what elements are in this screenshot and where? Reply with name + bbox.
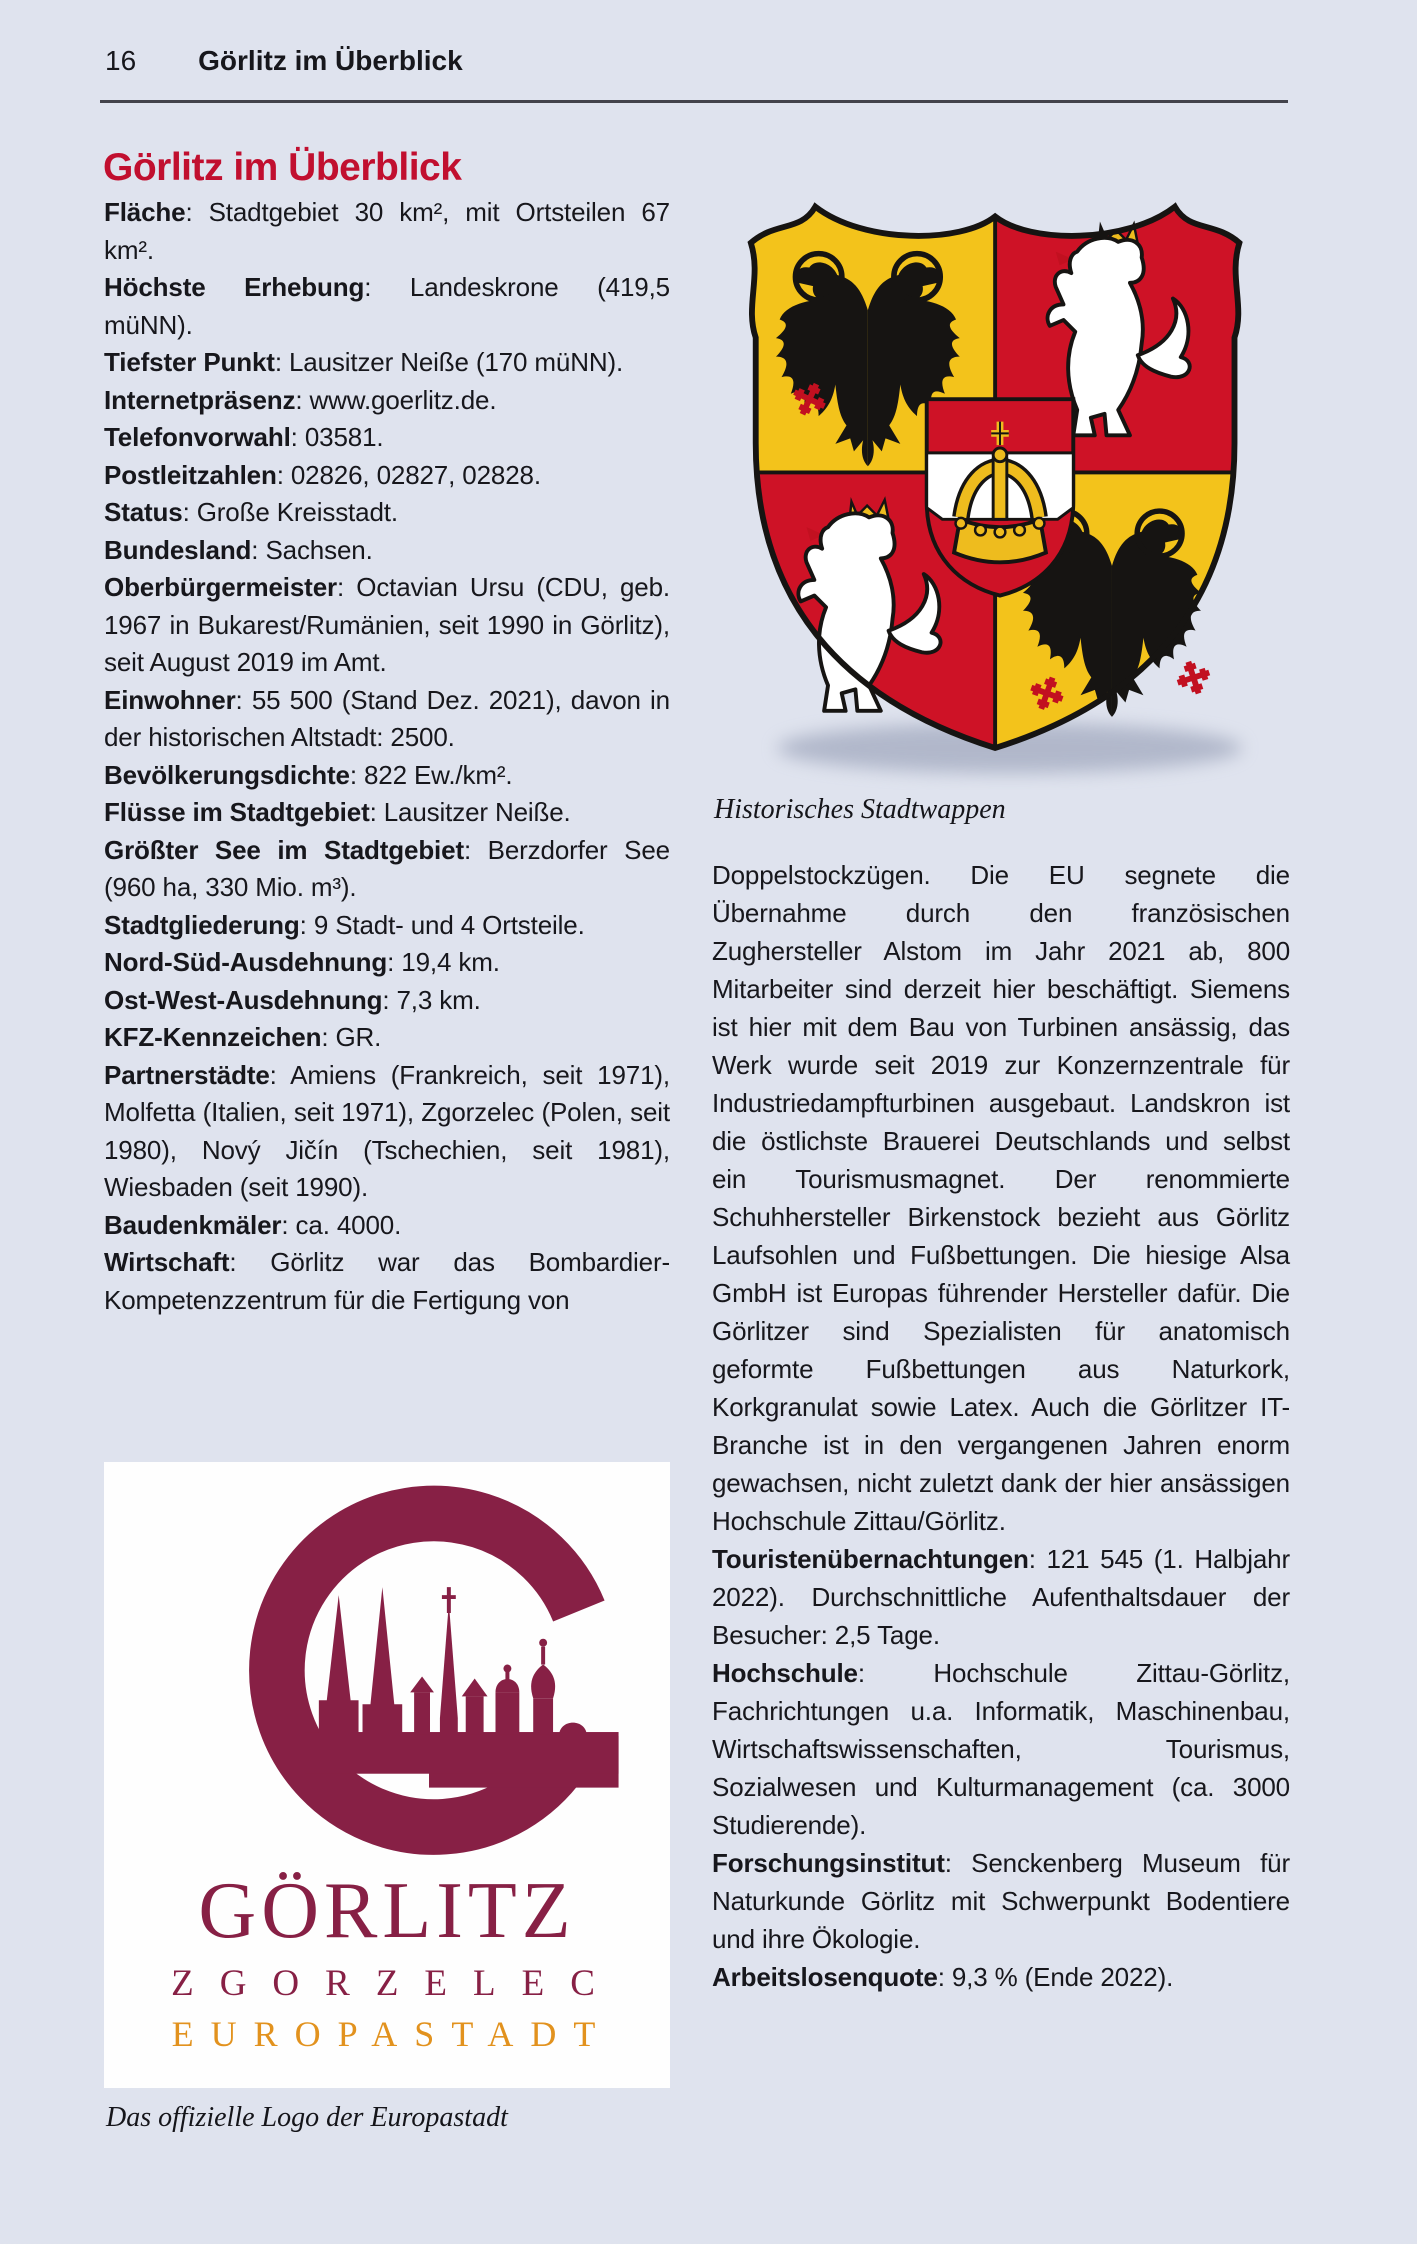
fact-item <box>104 1019 670 1057</box>
fact-value: Große Kreisstadt. <box>196 497 398 527</box>
fact-value: Amiens (Frankreich, seit 1971), Molfetta (Italien, seit 1971), Zgorzelec (Polen, seit 1980), Nový Jičín (Tschechien, seit 1981), Wiesbaden (seit 1990). <box>104 1059 670 1202</box>
running-head-title: Görlitz im Überblick <box>198 45 463 76</box>
fact-value: ca. 4000. <box>295 1209 402 1240</box>
fact-value: Hochschule Zittau-Görlitz, Fachrichtungen u.a. Informatik, Maschinenbau, Wirtschaftswissenschaften, Tourismus, Sozialwesen und Kulturmanagement (ca. 3000 Studierende). <box>712 1658 1290 1840</box>
fact-item <box>104 1207 670 1245</box>
fact-value: 19,4 km. <box>401 947 500 977</box>
fact-item <box>104 494 670 532</box>
fact-label: Baudenkmäler <box>104 1209 282 1240</box>
fact-item <box>104 532 670 570</box>
fact-item <box>104 944 670 982</box>
left-column-facts <box>104 194 670 1319</box>
fact-value: Lausitzer Neiße. <box>383 797 571 827</box>
fact-item <box>104 682 670 757</box>
fact-label: Arbeitslosenquote <box>712 1962 938 1992</box>
logo-name-europastadt: EUROPASTADT <box>171 2014 613 2054</box>
fact-separator: : <box>1028 1544 1047 1574</box>
fact-separator: : <box>336 572 357 602</box>
fact-label: Größter See im Stadtgebiet <box>104 834 464 865</box>
fact-item <box>712 1844 1290 1958</box>
fact-item <box>104 832 670 907</box>
fact-label: Flüsse im Stadtgebiet <box>104 797 370 827</box>
fact-separator: : <box>299 909 314 940</box>
fact-separator: : <box>382 984 397 1015</box>
fact-label: Bundesland <box>104 534 252 565</box>
right-column-facts <box>712 1540 1290 1996</box>
fact-item <box>104 569 670 682</box>
logo-caption: Das offizielle Logo der Europastadt <box>106 2102 508 2133</box>
page-title: Görlitz im Überblick <box>103 146 462 190</box>
fact-label: Postleitzahlen <box>104 459 277 490</box>
fact-label: Höchste Erhebung <box>104 272 365 302</box>
economy-continuation-text: Doppelstockzügen. Die EU segnete die Übernahme durch den französischen Zughersteller Alstom im Jahr 2021 ab, 800 Mitarbeiter sind derzeit hier beschäftigt. Siemens ist hier mit dem Bau von Turbinen ansässig, das Werk wurde seit 2019 zur Konzernzentrale für Industriedampfturbinen ausgebaut. Landskron ist die östlichste Brauerei Deutschlands und selbst ein Tourismusmagnet. Der renommierte Schuhhersteller Birkenstock bezieht aus Görlitz Laufsohlen und Fußbettungen. Die hiesige Alsa GmbH ist Europas führender Hersteller dafür. Die Görlitzer sind Spezialisten für anatomisch geformte Fußbettungen aus Naturkork, Korkgranulat sowie Latex. Auch die Görlitzer IT-Branche ist in den vergangenen Jahren enorm gewachsen, nicht zuletzt dank der hier ansässigen Hochschule Zittau/Görlitz. <box>712 860 1290 1536</box>
fact-label: Touristenübernachtungen <box>712 1544 1029 1574</box>
fact-label: Ost-West-Ausdehnung <box>104 984 383 1015</box>
logo-name-zgorzelec: ZGORZELEC <box>171 1963 621 2004</box>
fact-value: 9 Stadt- und 4 Ortsteile. <box>313 909 585 940</box>
fact-item <box>104 757 670 795</box>
fact-separator: : <box>369 797 384 827</box>
fact-label: Wirtschaft <box>104 1247 230 1277</box>
fact-separator: : <box>276 459 291 490</box>
fact-value: 7,3 km. <box>396 984 481 1015</box>
fact-item <box>104 982 670 1020</box>
fact-item <box>104 382 670 420</box>
coat-of-arms-image <box>712 150 1288 790</box>
fact-separator: : <box>251 534 266 565</box>
goerlitz-logo-g-icon <box>204 1476 656 1868</box>
fact-separator: : <box>281 1209 296 1240</box>
fact-separator: : <box>295 384 310 415</box>
fact-label: Internetpräsenz <box>104 384 296 415</box>
fact-value: 822 Ew./km². <box>363 759 513 790</box>
fact-label: Bevölkerungsdichte <box>104 759 350 790</box>
fact-separator: : <box>274 347 289 377</box>
fact-item <box>104 419 670 457</box>
fact-value: Landeskrone (419,5 müNN). <box>104 272 670 340</box>
fact-label: Oberbürgermeister <box>104 572 337 602</box>
fact-separator: : <box>463 834 488 865</box>
fact-separator: : <box>349 759 364 790</box>
fact-label: Tiefster Punkt <box>104 347 275 377</box>
page-number: 16 <box>105 45 137 76</box>
fact-item <box>712 1654 1290 1844</box>
fact-separator: : <box>937 1962 952 1992</box>
fact-item <box>104 1057 670 1207</box>
fact-value: Sachsen. <box>265 534 373 565</box>
fact-item <box>104 1244 670 1319</box>
fact-value: Senckenberg Museum für Naturkunde Görlitz mit Schwerpunkt Bodentiere und ihre Ökologie. <box>712 1848 1291 1954</box>
fact-separator: : <box>185 197 209 227</box>
fact-item <box>104 194 670 269</box>
logo-box <box>104 1462 670 2088</box>
fact-value: 02826, 02827, 02828. <box>290 459 541 490</box>
fact-value: Görlitz war das Bombardier-Kompetenzzentrum für die Fertigung von <box>104 1247 670 1315</box>
fact-value: GR. <box>335 1022 382 1052</box>
fact-label: KFZ-Kennzeichen <box>104 1022 322 1052</box>
right-column <box>712 150 1290 1996</box>
fact-label: Telefonvorwahl <box>104 422 291 452</box>
fact-item <box>104 907 670 945</box>
fact-label: Status <box>104 497 183 527</box>
fact-separator: : <box>182 497 197 527</box>
fact-item <box>712 1540 1290 1654</box>
fact-value: Stadtgebiet 30 km², mit Ortsteilen 67 km². <box>104 197 670 265</box>
fact-label: Hochschule <box>712 1658 858 1688</box>
fact-item <box>104 269 670 344</box>
fact-item <box>712 1958 1290 1996</box>
fact-separator: : <box>944 1848 972 1878</box>
fact-value: Lausitzer Neiße (170 müNN). <box>288 347 624 377</box>
fact-label: Fläche <box>104 197 186 227</box>
fact-label: Einwohner <box>104 684 236 715</box>
header-rule <box>100 100 1288 103</box>
fact-item <box>104 794 670 832</box>
fact-label: Forschungsinstitut <box>712 1848 945 1878</box>
fact-label: Nord-Süd-Ausdehnung <box>104 947 388 977</box>
fact-value: 03581. <box>304 422 384 452</box>
fact-value: 9,3 % (Ende 2022). <box>951 1962 1174 1992</box>
europastadt-logo-figure <box>104 1462 670 2134</box>
fact-value: Berzdorfer See (960 ha, 330 Mio. m³). <box>104 834 670 902</box>
fact-separator: : <box>269 1059 291 1090</box>
coat-of-arms-caption: Historisches Stadtwappen <box>714 794 1006 825</box>
fact-value: Octavian Ursu (CDU, geb. 1967 in Bukarest/Rumänien, seit 1990 in Görlitz), seit August 2019 im Amt. <box>104 572 670 677</box>
fact-separator: : <box>387 947 402 977</box>
logo-name-goerlitz: GÖRLITZ <box>198 1867 576 1955</box>
fact-separator: : <box>235 684 252 715</box>
fact-value: 55 500 (Stand Dez. 2021), davon in der historischen Altstadt: 2500. <box>104 684 670 752</box>
crown-inescutcheon-icon <box>927 399 1074 595</box>
fact-value: www.goerlitz.de. <box>309 384 497 415</box>
right-column-text <box>712 856 1290 1996</box>
fact-item <box>104 457 670 495</box>
fact-separator: : <box>290 422 305 452</box>
fact-item <box>104 344 670 382</box>
fact-separator: : <box>229 1247 271 1277</box>
fact-value: 121 545 (1. Halbjahr 2022). Durchschnittliche Aufenthaltsdauer der Besucher: 2,5 Tage. <box>712 1544 1290 1650</box>
fact-label: Stadtgliederung <box>104 909 300 940</box>
running-head <box>105 44 1289 78</box>
fact-separator: : <box>321 1022 336 1052</box>
fact-separator: : <box>857 1658 934 1688</box>
fact-separator: : <box>364 272 410 302</box>
fact-label: Partnerstädte <box>104 1059 270 1090</box>
